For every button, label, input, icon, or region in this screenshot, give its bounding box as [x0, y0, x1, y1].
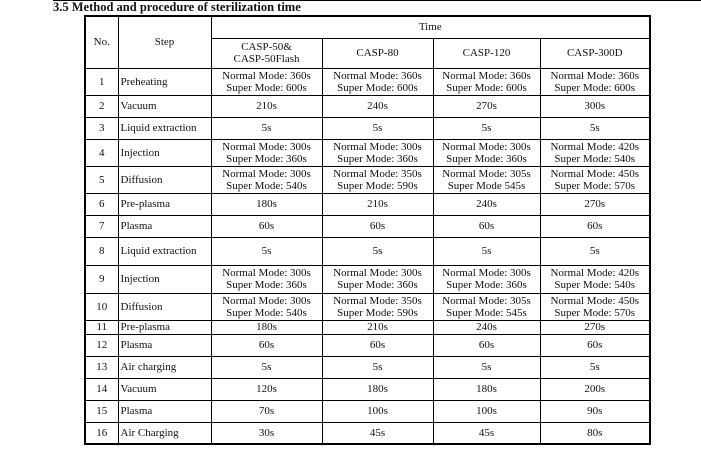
row-number: 16 — [85, 422, 118, 444]
time-value: Normal Mode: 300s — [333, 140, 422, 153]
time-value: Super Mode: 540s — [554, 152, 636, 165]
time-cell — [540, 293, 650, 320]
time-value: 5s — [481, 245, 492, 257]
time-cell — [433, 265, 540, 293]
table-row — [85, 293, 650, 320]
row-number: 14 — [85, 378, 118, 400]
time-value: Normal Mode: 305s — [442, 294, 531, 307]
time-value: 60s — [478, 220, 495, 232]
table-row — [85, 320, 650, 334]
time-cell — [211, 237, 322, 265]
time-cell — [211, 320, 322, 334]
header-no: No. — [85, 16, 118, 68]
time-cell — [433, 166, 540, 193]
time-cell — [211, 95, 322, 117]
step-name: Pre-plasma — [118, 320, 211, 334]
time-cell — [433, 95, 540, 117]
time-value: Super Mode: 600s — [226, 81, 307, 94]
table-row — [85, 422, 650, 444]
time-cell — [322, 334, 433, 356]
time-value: Super Mode: 540s — [226, 306, 307, 319]
row-number: 5 — [85, 166, 118, 193]
step-name: Plasma — [118, 215, 211, 237]
row-number: 7 — [85, 215, 118, 237]
time-cell — [322, 193, 433, 215]
time-value: 5s — [261, 361, 272, 373]
time-value: 45s — [478, 426, 495, 439]
time-cell — [322, 166, 433, 193]
time-cell — [322, 356, 433, 378]
time-value: Super Mode: 545s — [446, 306, 527, 319]
time-value: Normal Mode: 300s — [222, 294, 311, 307]
row-number: 2 — [85, 95, 118, 117]
time-value: 5s — [261, 245, 272, 257]
time-cell — [211, 293, 322, 320]
row-number: 13 — [85, 356, 118, 378]
time-cell — [211, 422, 322, 444]
header-model-line: CASP-50Flash — [233, 53, 300, 65]
time-value: Super Mode: 360s — [446, 152, 527, 165]
time-value: Super Mode: 570s — [554, 179, 636, 192]
time-value: 100s — [367, 405, 388, 417]
header-model-line: CASP-300D — [566, 47, 623, 59]
time-value: Normal Mode: 350s — [333, 294, 422, 307]
time-value: Normal Mode: 300s — [222, 267, 311, 279]
table-row — [85, 356, 650, 378]
step-name: Injection — [118, 265, 211, 293]
time-cell — [433, 334, 540, 356]
table-row — [85, 95, 650, 117]
header-row-top — [85, 16, 650, 38]
time-value: Super Mode: 590s — [337, 306, 418, 319]
section-title: 3.5 Method and procedure of sterilization time — [53, 0, 301, 14]
time-cell — [433, 68, 540, 95]
time-value: 5s — [589, 122, 600, 134]
time-value: 210s — [256, 100, 277, 112]
time-cell — [211, 215, 322, 237]
time-value: 180s — [256, 198, 277, 210]
time-value: Normal Mode: 300s — [222, 167, 311, 180]
step-name: Plasma — [118, 334, 211, 356]
sterilization-time-table — [84, 15, 651, 445]
time-cell — [322, 139, 433, 166]
time-value: Super Mode: 360s — [226, 279, 307, 291]
table-row — [85, 193, 650, 215]
row-number: 11 — [85, 320, 118, 334]
time-value: 60s — [369, 339, 386, 351]
time-value: Super Mode: 600s — [337, 81, 418, 94]
table-row — [85, 166, 650, 193]
time-cell — [540, 95, 650, 117]
time-cell — [540, 237, 650, 265]
time-value: 200s — [584, 383, 606, 395]
time-value: Super Mode: 360s — [337, 279, 418, 291]
time-value: Super Mode: 540s — [226, 179, 307, 192]
time-value: 60s — [369, 220, 386, 232]
time-value: 240s — [476, 321, 497, 333]
table-row — [85, 237, 650, 265]
time-cell — [540, 265, 650, 293]
time-value: Normal Mode: 350s — [333, 167, 422, 180]
time-cell — [211, 139, 322, 166]
time-cell — [322, 378, 433, 400]
time-cell — [433, 356, 540, 378]
time-value: 60s — [587, 339, 603, 351]
row-number: 6 — [85, 193, 118, 215]
time-cell — [322, 320, 433, 334]
time-value: 60s — [258, 220, 275, 232]
table-row — [85, 215, 650, 237]
time-value: Normal Mode: 305s — [442, 167, 531, 180]
time-cell — [211, 265, 322, 293]
time-value: 180s — [476, 383, 497, 395]
time-value: Super Mode: 360s — [446, 279, 527, 291]
time-cell — [322, 422, 433, 444]
row-number: 1 — [85, 68, 118, 95]
time-cell — [540, 356, 650, 378]
time-cell — [211, 378, 322, 400]
time-cell — [211, 68, 322, 95]
time-value: 270s — [584, 198, 606, 210]
time-cell — [322, 265, 433, 293]
step-name: Liquid extraction — [118, 237, 211, 265]
table-body — [85, 68, 650, 444]
time-cell — [322, 215, 433, 237]
time-value: 210s — [367, 198, 388, 210]
table-row — [85, 68, 650, 95]
time-value: 120s — [256, 383, 277, 395]
time-cell — [540, 378, 650, 400]
time-value: Normal Mode: 360s — [222, 69, 311, 82]
time-value: 5s — [481, 122, 492, 134]
time-cell — [322, 117, 433, 139]
table-row — [85, 334, 650, 356]
row-number: 9 — [85, 265, 118, 293]
table-row — [85, 117, 650, 139]
time-value: 60s — [258, 339, 275, 351]
table-row — [85, 400, 650, 422]
time-value: Normal Mode: 300s — [442, 267, 531, 279]
time-cell — [211, 334, 322, 356]
time-cell — [322, 400, 433, 422]
time-cell — [540, 320, 650, 334]
time-value: Normal Mode: 300s — [222, 140, 311, 153]
time-cell — [540, 215, 650, 237]
time-value: 60s — [478, 339, 495, 351]
step-name: Pre-plasma — [118, 193, 211, 215]
row-number: 10 — [85, 293, 118, 320]
time-cell — [540, 139, 650, 166]
time-value: 80s — [587, 426, 603, 439]
step-name: Vacuum — [118, 95, 211, 117]
time-cell — [322, 293, 433, 320]
time-cell — [540, 422, 650, 444]
time-cell — [433, 293, 540, 320]
time-value: 70s — [258, 405, 275, 417]
step-name: Diffusion — [118, 293, 211, 320]
time-cell — [433, 378, 540, 400]
time-value: 300s — [584, 100, 606, 112]
time-value: 180s — [256, 321, 277, 333]
header-model-3 — [540, 38, 650, 68]
time-cell — [322, 68, 433, 95]
time-value: 5s — [372, 122, 383, 134]
time-cell — [433, 422, 540, 444]
time-cell — [433, 237, 540, 265]
time-value: 5s — [589, 361, 600, 373]
table-row — [85, 139, 650, 166]
row-number: 3 — [85, 117, 118, 139]
time-value: Normal Mode: 300s — [333, 267, 422, 279]
time-value: Super Mode 545s — [447, 179, 526, 192]
time-value: 270s — [476, 100, 497, 112]
time-value: 240s — [367, 100, 388, 112]
time-value: 90s — [587, 405, 603, 417]
row-number: 8 — [85, 237, 118, 265]
time-value: Super Mode: 360s — [226, 152, 307, 165]
time-cell — [433, 320, 540, 334]
header-model-line: CASP-120 — [462, 47, 511, 59]
time-value: Normal Mode: 300s — [442, 140, 531, 153]
time-value: 100s — [476, 405, 497, 417]
time-cell — [211, 356, 322, 378]
time-value: 240s — [476, 198, 497, 210]
row-number: 15 — [85, 400, 118, 422]
header-model-2 — [433, 38, 540, 68]
header-model-line: CASP-50& — [241, 41, 292, 53]
time-cell — [540, 68, 650, 95]
time-value: Normal Mode: 360s — [442, 69, 531, 82]
time-cell — [322, 237, 433, 265]
time-cell — [540, 117, 650, 139]
time-value: 5s — [589, 245, 600, 257]
time-cell — [540, 400, 650, 422]
time-value: 5s — [372, 361, 383, 373]
row-number: 12 — [85, 334, 118, 356]
time-value: 5s — [481, 361, 492, 373]
time-value: 45s — [369, 426, 386, 439]
time-value: Super Mode: 570s — [554, 306, 636, 319]
step-name: Liquid extraction — [118, 117, 211, 139]
time-cell — [211, 193, 322, 215]
time-value: 5s — [372, 245, 383, 257]
time-value: Normal Mode: 360s — [333, 69, 422, 82]
time-value: 30s — [258, 426, 275, 439]
header-model-line: CASP-80 — [356, 47, 399, 59]
time-cell — [433, 117, 540, 139]
time-value: 180s — [367, 383, 388, 395]
time-value: 210s — [367, 321, 388, 333]
step-name: Plasma — [118, 400, 211, 422]
time-value: Super Mode: 360s — [337, 152, 418, 165]
time-value: 270s — [584, 321, 606, 333]
time-value: 60s — [587, 220, 603, 232]
step-name: Injection — [118, 139, 211, 166]
time-value: Normal Mode: 420s — [550, 140, 640, 153]
time-value: Normal Mode: 360s — [550, 69, 640, 82]
time-cell — [433, 193, 540, 215]
time-cell — [211, 400, 322, 422]
time-value: Super Mode: 600s — [446, 81, 527, 94]
time-value: Normal Mode: 450s — [550, 294, 640, 307]
time-cell — [433, 139, 540, 166]
step-name: Air Charging — [118, 422, 211, 444]
time-value: Super Mode: 600s — [554, 81, 636, 94]
row-number: 4 — [85, 139, 118, 166]
time-value: Super Mode: 590s — [337, 179, 418, 192]
time-value: Normal Mode: 420s — [550, 267, 640, 279]
time-value: Super Mode: 540s — [554, 279, 636, 291]
header-time: Time — [211, 16, 650, 38]
time-value: 5s — [261, 122, 272, 134]
time-cell — [211, 117, 322, 139]
step-name: Preheating — [118, 68, 211, 95]
header-model-0 — [211, 38, 322, 68]
time-cell — [433, 400, 540, 422]
step-name: Vacuum — [118, 378, 211, 400]
time-cell — [540, 334, 650, 356]
table-row — [85, 265, 650, 293]
header-model-1 — [322, 38, 433, 68]
time-cell — [540, 193, 650, 215]
time-cell — [211, 166, 322, 193]
step-name: Diffusion — [118, 166, 211, 193]
time-cell — [322, 95, 433, 117]
time-cell — [433, 215, 540, 237]
time-cell — [540, 166, 650, 193]
time-value: Normal Mode: 450s — [550, 167, 640, 180]
header-step: Step — [118, 16, 211, 68]
table-row — [85, 378, 650, 400]
step-name: Air charging — [118, 356, 211, 378]
